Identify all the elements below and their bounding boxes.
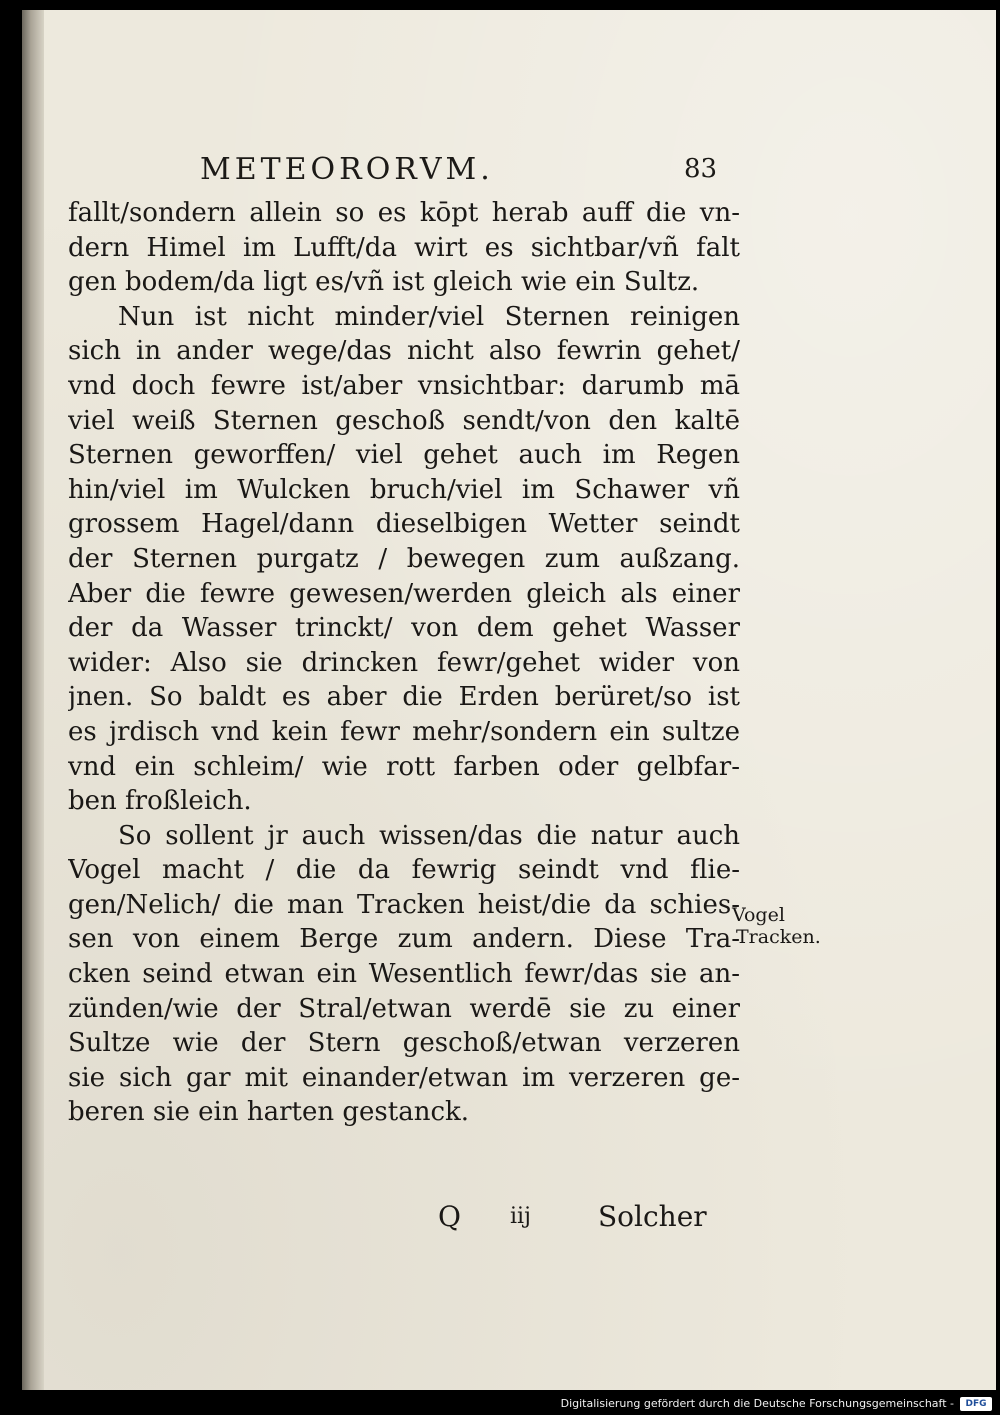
running-title: METEORORVM. [200, 152, 494, 187]
catchword: Solcher [598, 1200, 707, 1233]
text-line: dern Himel im Lufft/da wirt es sichtbar/vñ falt [68, 232, 740, 263]
digitization-credit-bar [0, 1395, 1000, 1415]
text-line: zünden/wie der Stral/etwan werdē sie zu einer [68, 993, 740, 1024]
text-line: jnen. So baldt es aber die Erden berüret/so ist [68, 682, 740, 713]
text-line: viel weiß Sternen geschoß sendt/von den kaltē [68, 405, 740, 436]
text-line: sen von einem Berge zum andern. Diese Tra- [68, 924, 740, 955]
text-line: der Sternen purgatz / bewegen zum außzang. [68, 543, 740, 574]
text-line: wider: Also sie drincken fewr/gehet wider von [68, 647, 740, 678]
text-line: sich in ander wege/das nicht also fewrin gehet/ [68, 336, 740, 367]
page-number: 83 [684, 154, 718, 184]
text-line: ben froßleich. [68, 786, 252, 817]
credit-text: Digitalisierung gefördert durch die Deutsche Forschungsgemeinschaft - [560, 1397, 954, 1410]
text-line: gen bodem/da ligt es/vñ ist gleich wie ein Sultz. [68, 267, 700, 298]
signature-number: iij [510, 1204, 531, 1229]
text-line: es jrdisch vnd kein fewr mehr/sondern ein sultze [68, 716, 740, 747]
text-line: hin/viel im Wulcken bruch/viel im Schawer vñ [68, 474, 740, 505]
text-line: Nun ist nicht minder/viel Sternen reinigen [118, 301, 740, 332]
text-line: sie sich gar mit einander/etwan im verzeren ge- [68, 1062, 740, 1093]
text-line: Sultze wie der Stern geschoß/etwan verzeren [68, 1028, 740, 1059]
text-line: vnd ein schleim/ wie rott farben oder gelbfar- [68, 751, 740, 782]
text-line: Aber die fewre gewesen/werden gleich als einer [68, 578, 740, 609]
dfg-logo-icon: DFG [960, 1397, 992, 1411]
text-line: fallt/sondern allein so es kōpt herab auff die vn- [68, 198, 740, 228]
marginal-note [732, 904, 832, 948]
text-line: Sternen geworffen/ viel gehet auch im Regen [68, 440, 740, 471]
page-gutter-edge [22, 10, 44, 1390]
main-text-block [68, 196, 740, 1130]
text-line: Vogel macht / die da fewrig seindt vnd flie- [68, 855, 740, 886]
marginal-note-line: Vogel [732, 904, 785, 926]
page-footer [438, 1200, 738, 1240]
text-line: So sollent jr auch wissen/das die natur auch [118, 820, 740, 851]
text-line: gen/Nelich/ die man Tracken heist/die da schies- [68, 889, 740, 920]
text-line: vnd doch fewre ist/aber vnsichtbar: darumb mā [68, 370, 740, 401]
text-line: der da Wasser trinckt/ von dem gehet Wasser [68, 613, 740, 644]
signature-mark: Q [438, 1200, 461, 1233]
text-line: grossem Hagel/dann dieselbigen Wetter seindt [68, 509, 740, 540]
text-line: cken seind etwan ein Wesentlich fewr/das sie an- [68, 959, 740, 990]
text-line: beren sie ein harten gestanck. [68, 1097, 470, 1128]
marginal-note-line: Tracken. [736, 926, 821, 948]
page-header [200, 152, 740, 192]
